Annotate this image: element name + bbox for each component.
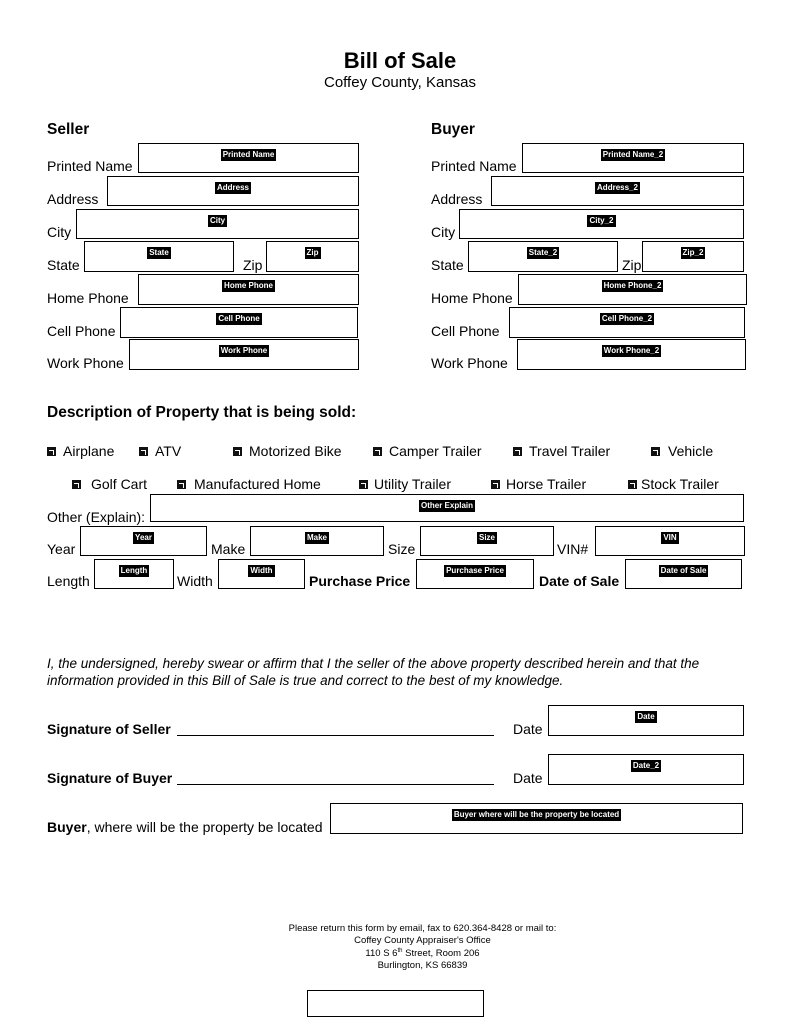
street-rest: Street, Room 206 (402, 948, 480, 960)
stock-trailer-checkbox[interactable] (628, 480, 637, 489)
property-location-label-rest: , where will be the property be located (86, 819, 323, 835)
seller-printed-name-label: Printed Name (47, 158, 133, 174)
atv-checkbox[interactable] (139, 447, 148, 456)
airplane-label: Airplane (63, 443, 115, 459)
field-tag: Cell Phone_2 (601, 314, 653, 323)
field-tag: City_2 (589, 216, 614, 225)
camper-trailer-label: Camper Trailer (389, 443, 482, 459)
vin-label: VIN# (557, 541, 589, 557)
return-instructions (0, 923, 791, 971)
return-instructions-line1: Please return this form by email, fax to 620.364-8428 or mail to: (288, 923, 557, 934)
other-explain-field[interactable] (150, 494, 744, 522)
buyer-city-field[interactable] (459, 209, 744, 239)
field-tag: Date of Sale (660, 566, 707, 575)
affirmation-statement: I, the undersigned, hereby swear or affirm that I the seller of the above property described herein and that the information provided in this Bill of Sale is true and correct to the best of my knowledge. (47, 656, 700, 688)
field-tag: Buyer where will be the property be located (453, 810, 620, 819)
buyer-date-label: Date (513, 770, 543, 786)
field-tag: Printed Name (222, 150, 275, 159)
buyer-work-phone-label: Work Phone (431, 355, 508, 371)
buyer-state-field[interactable] (468, 241, 618, 272)
page-title: Bill of Sale (343, 48, 457, 73)
horse-trailer-label: Horse Trailer (506, 476, 587, 492)
make-field[interactable] (250, 526, 384, 556)
field-tag: State_2 (528, 248, 558, 257)
field-tag: Address (216, 183, 249, 192)
field-tag: City (209, 216, 226, 225)
seller-zip-label: Zip (243, 257, 263, 273)
travel-trailer-label: Travel Trailer (529, 443, 611, 459)
vehicle-label: Vehicle (668, 443, 714, 459)
field-tag: Work Phone_2 (603, 346, 660, 355)
seller-date-label: Date (513, 721, 543, 737)
seller-printed-name-field[interactable] (138, 143, 359, 173)
field-tag: Year (135, 533, 152, 542)
field-tag: Address_2 (597, 183, 638, 192)
seller-state-field[interactable] (84, 241, 234, 272)
field-tag: Work Phone (220, 346, 268, 355)
size-label: Size (388, 541, 416, 557)
field-tag: Other Explain (420, 501, 473, 510)
seller-zip-field[interactable] (266, 241, 359, 272)
page-subtitle: Coffey County, Kansas (323, 74, 477, 91)
utility-trailer-label: Utility Trailer (374, 476, 452, 492)
property-location-field[interactable] (330, 803, 743, 834)
date-of-sale-field[interactable] (625, 559, 742, 589)
date-of-sale-label: Date of Sale (539, 573, 620, 589)
field-tag: Printed Name_2 (602, 150, 664, 159)
year-label: Year (47, 541, 76, 557)
buyer-address-label: Address (431, 191, 483, 207)
field-tag: Size (478, 533, 495, 542)
width-field[interactable] (218, 559, 305, 589)
manufactured-home-label: Manufactured Home (194, 476, 321, 492)
buyer-cell-phone-label: Cell Phone (431, 323, 500, 339)
purchase-price-label: Purchase Price (309, 573, 411, 589)
seller-signature-label: Signature of Seller (47, 721, 171, 737)
width-label: Width (177, 573, 213, 589)
seller-home-phone-label: Home Phone (47, 290, 129, 306)
seller-cell-phone-label: Cell Phone (47, 323, 116, 339)
buyer-signature-line[interactable] (177, 783, 494, 785)
property-location-label-bold: Buyer (47, 819, 87, 835)
buyer-city-label: City (431, 224, 456, 240)
field-tag: Cell Phone (218, 314, 260, 323)
street-number: 110 S 6 (365, 948, 398, 960)
seller-work-phone-label: Work Phone (47, 355, 124, 371)
vehicle-checkbox[interactable] (651, 447, 660, 456)
buyer-cell-phone-field[interactable] (509, 307, 745, 338)
field-tag: Date (637, 712, 655, 721)
field-tag: Zip (306, 248, 319, 257)
buyer-printed-name-label: Printed Name (431, 158, 517, 174)
year-field[interactable] (80, 526, 207, 556)
stock-trailer-label: Stock Trailer (641, 476, 719, 492)
motorized-bike-label: Motorized Bike (249, 443, 342, 459)
return-instructions-line2: Coffey County Appraiser's Office (354, 934, 491, 946)
manufactured-home-checkbox[interactable] (177, 480, 186, 489)
atv-label: ATV (155, 443, 182, 459)
travel-trailer-checkbox[interactable] (513, 447, 522, 456)
field-tag: Width (250, 566, 273, 575)
other-explain-label: Other (Explain): (47, 509, 146, 525)
buyer-date-field[interactable] (548, 754, 744, 785)
return-instructions-line4: Burlington, KS 66839 (377, 959, 468, 971)
seller-city-label: City (47, 224, 72, 240)
buyer-home-phone-field[interactable] (518, 274, 747, 305)
seller-state-label: State (47, 257, 80, 273)
field-tag: VIN (663, 533, 677, 542)
property-heading: Description of Property that is being sold: (47, 404, 357, 421)
seller-address-label: Address (47, 191, 99, 207)
bottom-blank-field[interactable] (307, 990, 484, 1017)
airplane-checkbox[interactable] (47, 447, 56, 456)
vin-field[interactable] (595, 526, 745, 556)
street-ordinal: th (397, 948, 403, 954)
buyer-address-field[interactable] (491, 176, 744, 206)
buyer-home-phone-label: Home Phone (431, 290, 513, 306)
field-tag: Home Phone_2 (603, 281, 662, 290)
field-tag: Purchase Price (446, 566, 504, 575)
size-field[interactable] (420, 526, 554, 556)
seller-address-field[interactable] (107, 176, 359, 206)
camper-trailer-checkbox[interactable] (373, 447, 382, 456)
field-tag: Length (120, 566, 148, 575)
field-tag: State (149, 248, 169, 257)
seller-home-phone-field[interactable] (138, 274, 359, 305)
utility-trailer-checkbox[interactable] (359, 480, 368, 489)
seller-heading: Seller (47, 121, 90, 138)
field-tag: Make (306, 533, 327, 542)
buyer-work-phone-field[interactable] (517, 339, 746, 370)
buyer-state-label: State (431, 257, 464, 273)
length-label: Length (47, 573, 90, 589)
buyer-printed-name-field[interactable] (522, 143, 744, 173)
field-tag: Home Phone (224, 281, 273, 290)
length-field[interactable] (94, 559, 174, 589)
seller-signature-line[interactable] (177, 734, 494, 736)
horse-trailer-checkbox[interactable] (491, 480, 500, 489)
field-tag: Zip_2 (682, 248, 704, 257)
golf-cart-label: Golf Cart (91, 476, 148, 492)
buyer-zip-label: Zip (622, 257, 642, 273)
seller-date-field[interactable] (548, 705, 744, 736)
buyer-heading: Buyer (431, 121, 475, 138)
field-tag: Date_2 (632, 761, 660, 770)
purchase-price-field[interactable] (416, 559, 534, 589)
motorized-bike-checkbox[interactable] (233, 447, 242, 456)
property-location-label (47, 819, 323, 835)
seller-cell-phone-field[interactable] (120, 307, 358, 338)
buyer-signature-label: Signature of Buyer (47, 770, 173, 786)
make-label: Make (211, 541, 246, 557)
golf-cart-checkbox[interactable] (72, 480, 81, 489)
seller-work-phone-field[interactable] (129, 339, 359, 370)
buyer-zip-field[interactable] (642, 241, 744, 272)
seller-city-field[interactable] (76, 209, 359, 239)
return-instructions-line3 (0, 946, 791, 960)
